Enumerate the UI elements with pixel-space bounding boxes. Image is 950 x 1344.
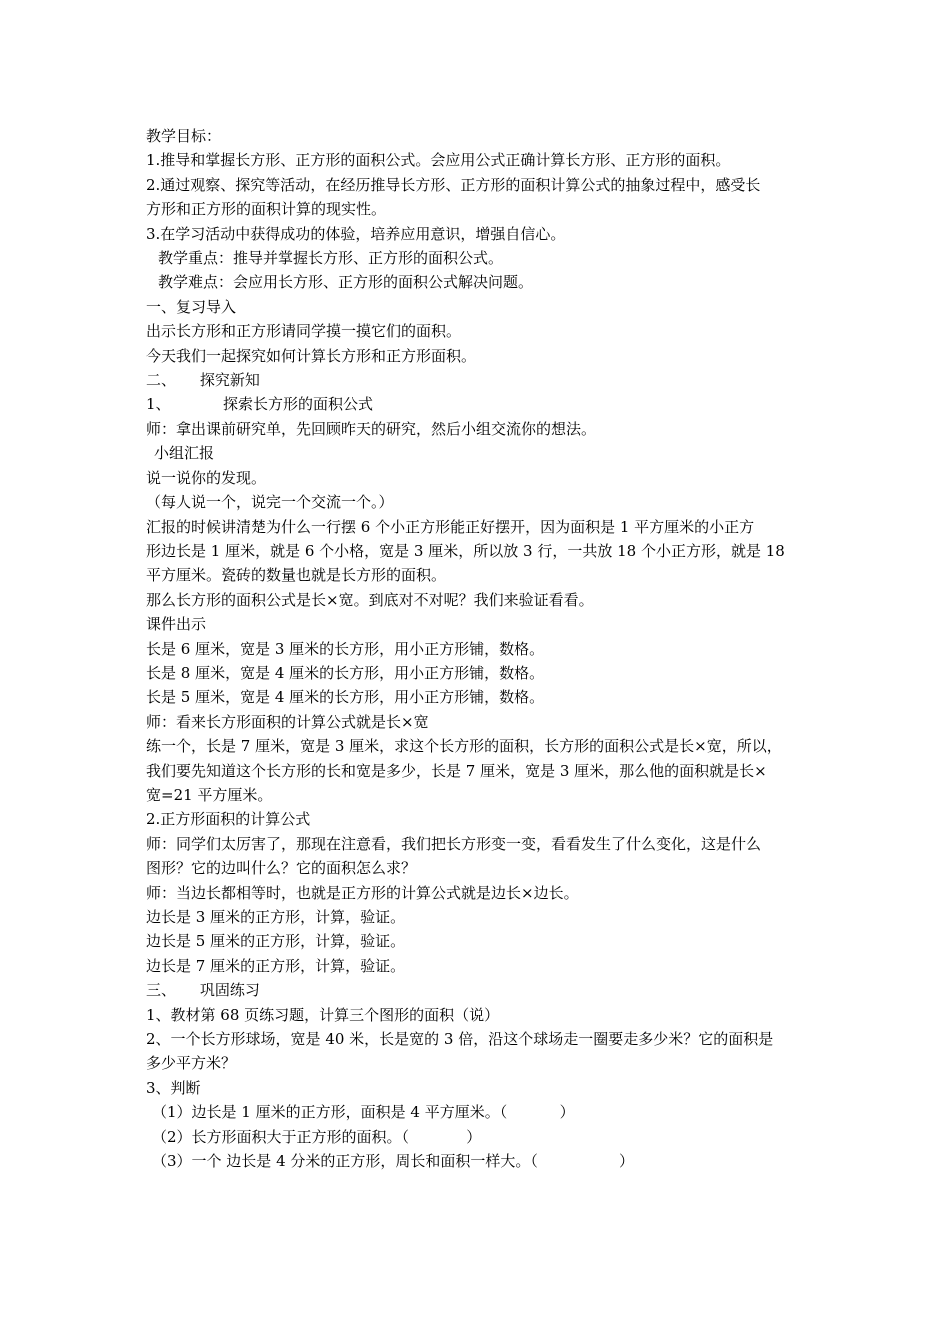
paragraph: 课件出示 — [146, 615, 207, 634]
objective-3: 3.在学习活动中获得成功的体验，培养应用意识，增强自信心。 — [146, 224, 566, 243]
paragraph: 边长是 7 厘米的正方形，计算，验证。 — [146, 956, 406, 975]
subsection-1-heading: 1、 探索长方形的面积公式 — [146, 395, 373, 414]
paragraph: 长是 5 厘米，宽是 4 厘米的长方形，用小正方形铺，数格。 — [146, 688, 545, 707]
paragraph: 那么长方形的面积公式是长×宽。到底对不对呢？我们来验证看看。 — [146, 590, 594, 609]
objective-2-line-2: 方形和正方形的面积计算的现实性。 — [146, 200, 387, 219]
paragraph: 师：看来长方形面积的计算公式就是长×宽 — [146, 712, 429, 731]
paragraph: 长是 8 厘米，宽是 4 厘米的长方形，用小正方形铺，数格。 — [146, 663, 545, 682]
paragraph: 边长是 5 厘米的正方形，计算，验证。 — [146, 932, 406, 951]
paragraph: 今天我们一起探究如何计算长方形和正方形面积。 — [146, 346, 477, 365]
paragraph: 练一个，长是 7 厘米，宽是 3 厘米，求这个长方形的面积，长方形的面积公式是长×宽，所以， — [146, 737, 782, 756]
paragraph: 师：同学们太厉害了，那现在注意看，我们把长方形变一变，看看发生了什么变化，这是什么 — [146, 834, 762, 853]
paragraph: 长是 6 厘米，宽是 3 厘米的长方形，用小正方形铺，数格。 — [146, 639, 545, 658]
paragraph: 师：当边长都相等时，也就是正方形的计算公式就是边长×边长。 — [146, 883, 579, 902]
exercise-3-heading: 3、判断 — [146, 1078, 201, 1097]
section-3-heading: 三、 巩固练习 — [146, 981, 260, 1000]
objective-1: 1.推导和掌握长方形、正方形的面积公式。会应用公式正确计算长方形、正方形的面积。 — [146, 151, 731, 170]
paragraph: 出示长方形和正方形请同学摸一摸它们的面积。 — [146, 322, 462, 341]
section-2-heading: 二、 探究新知 — [146, 371, 260, 390]
exercise-2-line-2: 多少平方米？ — [146, 1054, 237, 1073]
paragraph: 小组汇报 — [154, 444, 215, 463]
judge-item-1: （1）边长是 1 厘米的正方形，面积是 4 平方厘米。（ ） — [152, 1103, 575, 1122]
paragraph: 图形？它的边叫什么？它的面积怎么求？ — [146, 859, 417, 878]
objective-2-line-1: 2.通过观察、探究等活动，在经历推导长方形、正方形的面积计算公式的抽象过程中，感受长 — [146, 175, 761, 194]
paragraph: 平方厘米。瓷砖的数量也就是长方形的面积。 — [146, 566, 447, 585]
objectives-heading: 教学目标： — [146, 127, 222, 145]
paragraph: 宽=21 平方厘米。 — [146, 785, 273, 804]
judge-item-2: （2）长方形面积大于正方形的面积。（ ） — [152, 1127, 482, 1146]
difficult-point: 教学难点：会应用长方形、正方形的面积公式解决问题。 — [158, 273, 534, 292]
paragraph: （每人说一个，说完一个交流一个。） — [146, 493, 394, 512]
document-page — [146, 124, 826, 1173]
paragraph: 我们要先知道这个长方形的长和宽是多少，长是 7 厘米，宽是 3 厘米，那么他的面积就是长× — [146, 761, 767, 780]
key-point: 教学重点：推导并掌握长方形、正方形的面积公式。 — [158, 249, 504, 268]
paragraph: 边长是 3 厘米的正方形，计算，验证。 — [146, 908, 406, 926]
paragraph: 汇报的时候讲清楚为什么一行摆 6 个小正方形能正好摆开，因为面积是 1 平方厘米的小正方 — [146, 517, 755, 536]
judge-item-3: （3）一个 边长是 4 分米的正方形，周长和面积一样大。（ ） — [152, 1152, 634, 1171]
paragraph: 说一说你的发现。 — [146, 468, 267, 487]
exercise-1: 1、教材第 68 页练习题，计算三个图形的面积（说） — [146, 1005, 500, 1024]
exercise-2-line-1: 2、一个长方形球场，宽是 40 米，长是宽的 3 倍，沿这个球场走一圈要走多少米？它的面积是 — [146, 1030, 774, 1049]
subsection-2-heading: 2.正方形面积的计算公式 — [146, 810, 311, 829]
section-1-heading: 一、复习导入 — [146, 297, 237, 316]
paragraph: 形边长是 1 厘米，就是 6 个小格，宽是 3 厘米，所以放 3 行，一共放 18 个小正方形，就是 18 — [146, 541, 785, 560]
paragraph: 师：拿出课前研究单，先回顾昨天的研究，然后小组交流你的想法。 — [146, 419, 597, 438]
